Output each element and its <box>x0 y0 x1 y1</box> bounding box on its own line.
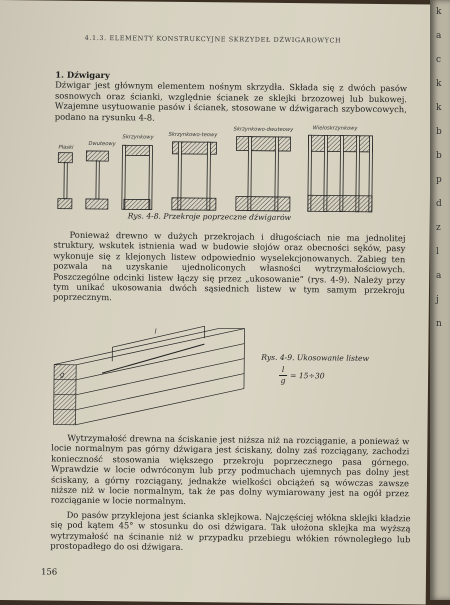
formula-value: = 15÷30 <box>290 371 325 381</box>
paragraph-3: Wytrzymałość drewna na ściskanie jest niższa niż na rozciąganie, a ponieważ w locie normalnym pas górny dźwigara jest ściskany, dolny zaś rozciągany, zachodzi konieczność stosowania większego przekroju poprzecznego pasa górnego. Wprawdzie w locie odwróconym lub przy podmuchach ujemnych pas dolny jest ściskany, a górny rozciągany, jednakże wielkości obciążeń są wówczas zawsze niższe niż w locie normalnym, tak że pas dolny wymiarowany jest na ogół przez rozciąganie w locie normalnym. <box>51 433 410 510</box>
section-dwuteowy <box>86 151 109 209</box>
section-heading-inline: 1. Dźwigary <box>55 70 407 84</box>
ratio-formula <box>279 365 381 387</box>
label-dwuteowy: Dwuteowy <box>88 141 116 147</box>
section-plaski <box>58 153 73 209</box>
label-wieloskrzynkowy: Wieloskrzynkowy <box>313 125 359 131</box>
section-skrzynkowo-teowy <box>172 142 217 210</box>
paragraph-2: Ponieważ drewno w dużych przekrojach i długościach nie ma jednolitej struktury, wskutek istnienia wad w budowie słojów oraz obecności sęków, pasy wykonuje się z klejonych listew odpowiednio wyselekcjonowanych. Zabieg ten pozwala na uzyskanie ujednoliconych własności wytrzymałościowych. Poszczególne odcinki listew łączy się przez „ukosowanie” (rys. 4-9). Należy przy tym unikać ukosowania dwóch sąsiednich listew w tym samym przekroju poprzecznym. <box>53 230 406 307</box>
section-skrzynkowo-dwuteowy <box>236 136 291 211</box>
adjacent-page-edge: k a c k k b b p d z l a j n <box>430 0 450 600</box>
page-number: 156 <box>41 567 57 577</box>
formula-denominator: g <box>281 376 286 386</box>
label-skrzynkowo-teowy: Skrzynkowo-teowy <box>169 132 219 139</box>
figure-scarf-joint <box>54 317 265 431</box>
section-skrzynkowy <box>122 145 153 209</box>
figure-2-caption <box>261 353 381 387</box>
running-head: 4.1.3. ELEMENTY KONSTRUKCYJNE SKRZYDEŁ DŹWIGAROWYCH <box>85 34 415 45</box>
figure-1-caption: Rys. 4-8. Przekroje poprzeczne dźwigarów <box>128 211 291 222</box>
dimension-length-label: l <box>154 328 156 336</box>
scarf-joint-drawing <box>54 325 245 427</box>
label-skrzynkowy: Skrzynkowy <box>123 134 155 140</box>
figure-spar-cross-sections <box>50 121 411 215</box>
paragraph-1: 1. Dźwigary Dźwigar jest głównym elementem nośnym skrzydła. Składa się z dwóch pasów sosnowych oraz ścianki, względnie ścianek ze sklejki brzozowej lub bukowej. Wzajemne usytuowanie pasów i ścianek, stosowane w dźwigarach szybowcowych, podano na rysunku 4-8. <box>55 70 408 126</box>
section-wieloskrzynkowy <box>308 135 373 212</box>
figure-2-caption-text: Rys. 4-9. Ukosowanie listew <box>261 353 381 364</box>
label-plaski: Płaski <box>58 145 74 151</box>
label-skrzynkowo-dwuteowy: Skrzynkowo-dwuteowy <box>234 126 295 133</box>
formula-numerator: l <box>282 365 285 375</box>
paragraph-4: Do pasów przyklejona jest ścianka sklejkowa. Najczęściej włókna sklejki kładzie się pod kątem 45° w stosunku do osi dźwigara. Tak ułożona sklejka ma wyższą wytrzymałość na ścinanie niż w przypadku przebiegu włókien równoległego lub prostopadłego do osi dźwigara. <box>50 510 410 555</box>
dimension-height-label: g <box>60 371 65 379</box>
